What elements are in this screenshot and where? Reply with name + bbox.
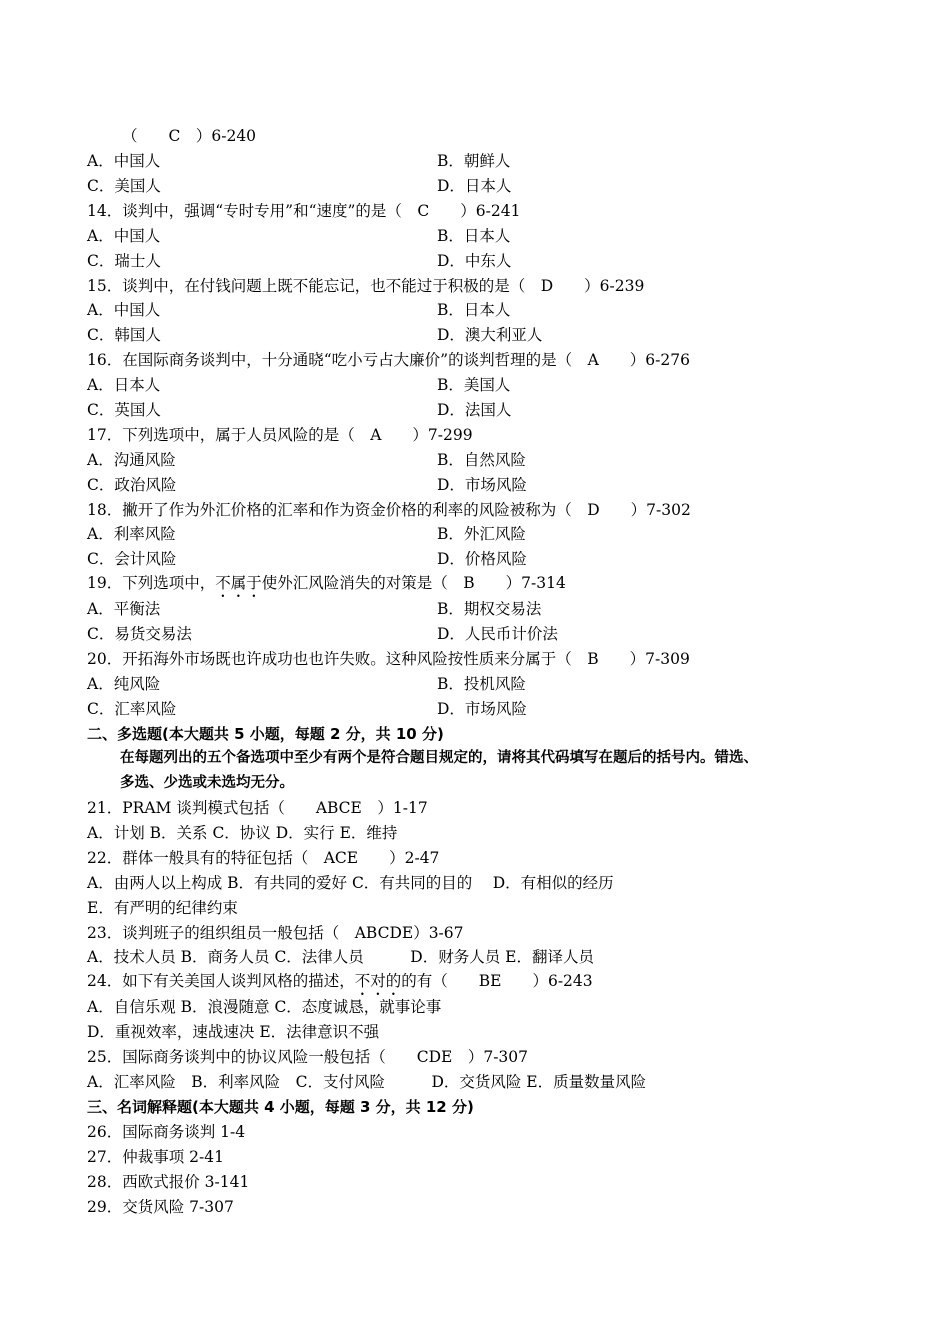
q23-stem: 23．谈判班子的组织组员一般包括（ ABCDE）3-67 [87, 924, 464, 942]
q16-options-ab: A．日本人 B．美国人 [87, 376, 511, 394]
q15-options-ab: A．中国人 B．日本人 [87, 301, 511, 319]
q24-options-cont: D．重视效率，速战速决 E．法律意识不强 [87, 1023, 380, 1041]
q24-stem: 24．如下有关美国人谈判风格的描述，不对的的有（ BE ）6-243 [87, 972, 593, 990]
q13-options-ab: A．中国人 B．朝鲜人 [87, 152, 511, 170]
q25-options: A．汇率风险 B．利率风险 C．支付风险 D．交货风险 E．质量数量风险 [87, 1073, 647, 1091]
emphasis-text: 不属于 [215, 574, 262, 592]
q25-stem: 25．国际商务谈判中的协议风险一般包括（ CDE ）7-307 [87, 1048, 529, 1066]
q28: 28．西欧式报价 3-141 [87, 1173, 250, 1191]
q27: 27．仲裁事项 2-41 [87, 1148, 224, 1166]
q13-answer-line: （ C ）6-240 [122, 127, 257, 145]
section-heading-terms: 三、名词解释题(本大题共 4 小题，每题 3 分，共 12 分) [87, 1098, 474, 1116]
q22-options: A．由两人以上构成 B．有共同的爱好 C．有共同的目的 D．有相似的经历 [87, 874, 614, 892]
q20-options-ab: A．纯风险 B．投机风险 [87, 675, 526, 693]
q18-options-ab: A．利率风险 B．外汇风险 [87, 525, 526, 543]
q21-options: A．计划 B．关系 C．协议 D．实行 E．维持 [87, 824, 398, 842]
q17-options-cd: C．政治风险 D．市场风险 [87, 476, 527, 494]
q22-stem: 22．群体一般具有的特征包括（ ACE ）2-47 [87, 849, 440, 867]
q14-options-cd: C．瑞士人 D．中东人 [87, 252, 512, 270]
q22-options-cont: E．有严明的纪律约束 [87, 899, 238, 917]
q17-stem: 17．下列选项中，属于人员风险的是（ A ）7-299 [87, 426, 473, 444]
q16-stem: 16．在国际商务谈判中，十分通晓“吃小亏占大廉价”的谈判哲理的是（ A ）6-276 [87, 351, 690, 369]
q13-options-cd: C．美国人 D．日本人 [87, 177, 512, 195]
q26: 26．国际商务谈判 1-4 [87, 1123, 246, 1141]
q24-options: A．自信乐观 B．浪漫随意 C．态度诚恳，就事论事 [87, 998, 442, 1016]
q21-stem: 21．PRAM 谈判模式包括（ ABCE ）1-17 [87, 799, 428, 817]
q17-options-ab: A．沟通风险 B．自然风险 [87, 451, 526, 469]
q20-options-cd: C．汇率风险 D．市场风险 [87, 700, 527, 718]
emphasis-text: 不对的 [354, 972, 402, 990]
section-instructions: 在每题列出的五个备选项中至少有两个是符合题目规定的，请将其代码填写在题后的括号内。错选、 [120, 750, 758, 766]
q15-options-cd: C．韩国人 D．澳大利亚人 [87, 326, 543, 344]
q14-options-ab: A．中国人 B．日本人 [87, 227, 511, 245]
q23-options: A．技术人员 B．商务人员 C．法律人员 D．财务人员 E．翻译人员 [87, 948, 594, 966]
q20-stem: 20．开拓海外市场既也许成功也也许失败。这种风险按性质来分属于（ B ）7-309 [87, 650, 690, 668]
q15-stem: 15．谈判中，在付钱问题上既不能忘记，也不能过于积极的是（ D ）6-239 [87, 277, 645, 295]
q29: 29．交货风险 7-307 [87, 1198, 234, 1216]
q14-stem: 14．谈判中，强调“专时专用”和“速度”的是（ C ）6-241 [87, 202, 521, 220]
q16-options-cd: C．英国人 D．法国人 [87, 401, 512, 419]
q19-options-cd: C．易货交易法 D．人民币计价法 [87, 625, 558, 643]
q19-options-ab: A．平衡法 B．期权交易法 [87, 600, 542, 618]
section-heading-multiple-choice: 二、多选题(本大题共 5 小题，每题 2 分，共 10 分) [87, 725, 444, 743]
q18-options-cd: C．会计风险 D．价格风险 [87, 550, 527, 568]
section-instructions-cont: 多选、少选或未选均无分。 [120, 775, 294, 791]
q18-stem: 18．撇开了作为外汇价格的汇率和作为资金价格的利率的风险被称为（ D ）7-302 [87, 501, 691, 519]
q19-stem: 19．下列选项中，不属于使外汇风险消失的对策是（ B ）7-314 [87, 574, 566, 592]
